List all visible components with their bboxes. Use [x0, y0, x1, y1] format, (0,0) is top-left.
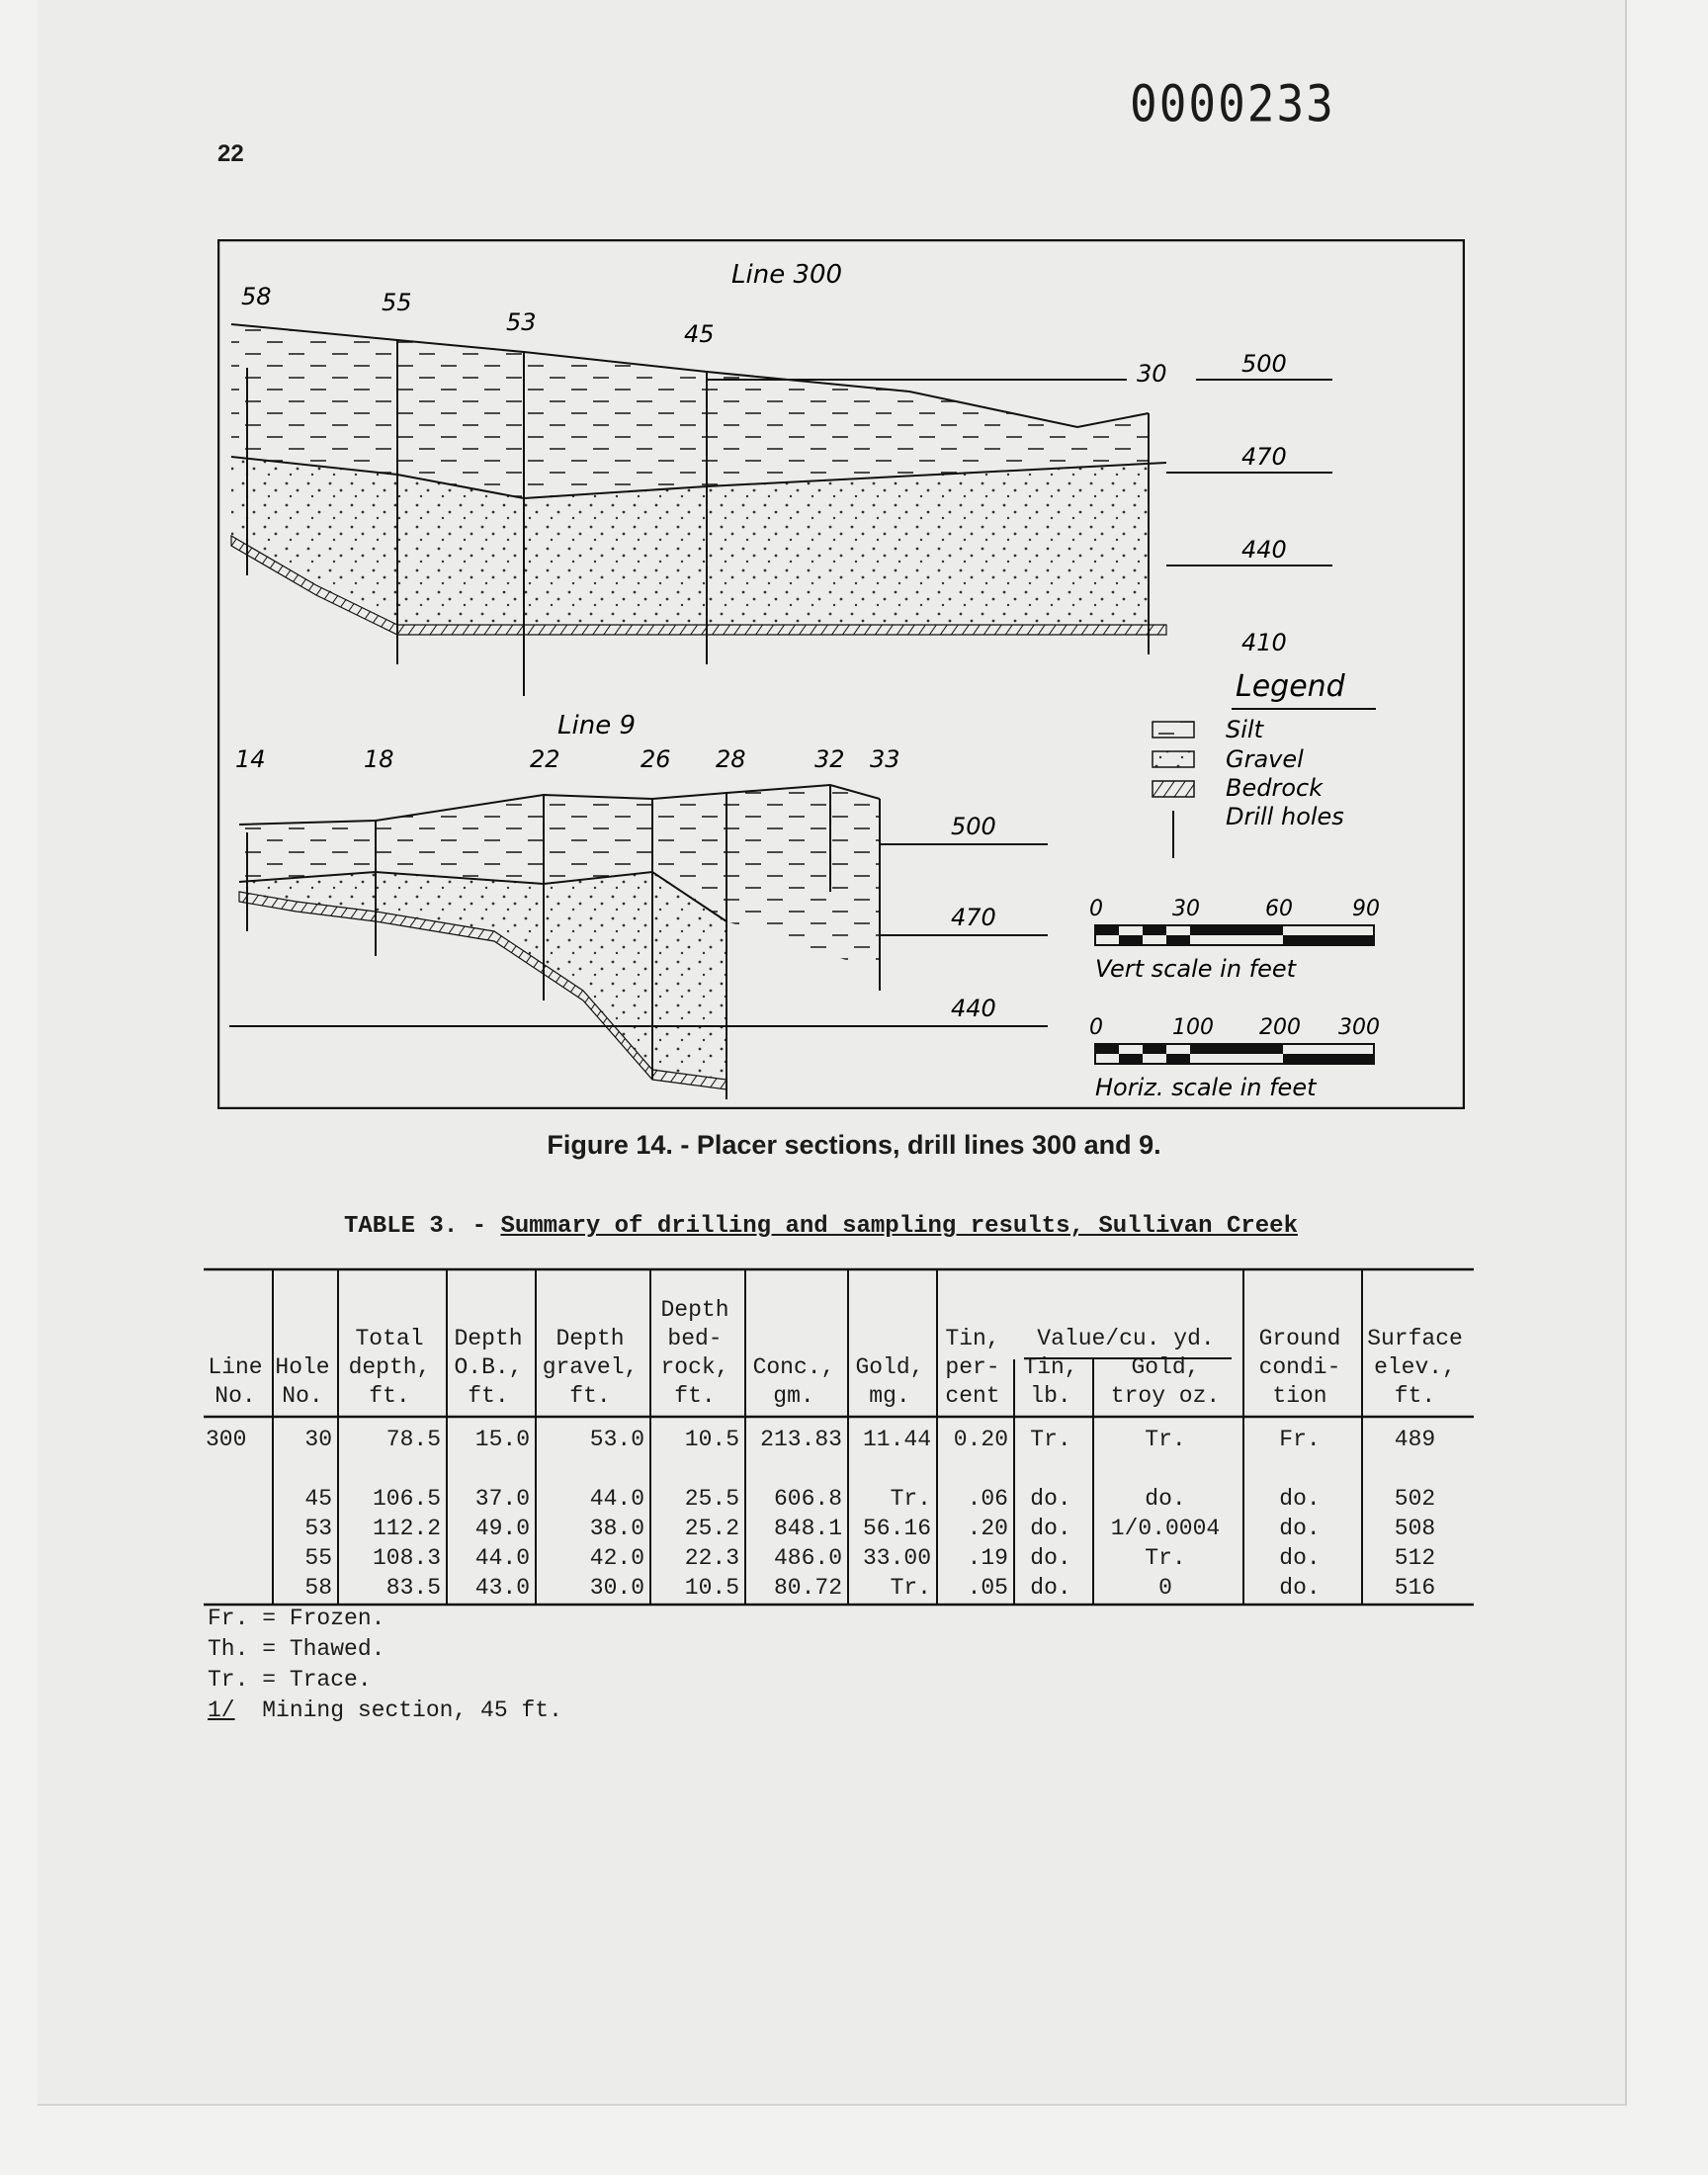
header-bedrock-3: ft. — [674, 1383, 716, 1409]
table-title: TABLE 3. - Summary of drilling and sampling results, Sullivan Creek — [344, 1213, 1298, 1240]
table-cell-hole: 58 — [304, 1575, 332, 1601]
elev-label-470: 470 — [1241, 443, 1287, 471]
legend-bedrock-label: Bedrock — [1226, 774, 1324, 802]
document-stamp: 0000233 — [1130, 74, 1335, 133]
note-trace: Tr. = Trace. — [208, 1667, 372, 1693]
svg-text:100: 100 — [1172, 1015, 1214, 1040]
header-tin_lb-1: lb. — [1030, 1383, 1071, 1409]
header-bedrock-1: bed- — [667, 1326, 723, 1351]
header-ground-0: Ground — [1258, 1326, 1341, 1351]
hole-label-33: 33 — [870, 745, 900, 773]
legend-bedrock-swatch — [1153, 781, 1194, 797]
table-cell-gold_oz: Tr. — [1145, 1545, 1186, 1571]
table-cell-ob: 43.0 — [474, 1575, 530, 1601]
hole-label-14: 14 — [235, 745, 266, 773]
table-cell-total: 108.3 — [372, 1545, 441, 1571]
header-ground-2: tion — [1272, 1383, 1327, 1409]
table-cell-total: 78.5 — [385, 1427, 441, 1452]
header-bedrock-2: rock, — [660, 1354, 729, 1380]
table-cell-ground: do. — [1279, 1486, 1321, 1512]
horizontal-scale-bar — [1089, 1015, 1380, 1101]
table-cell-line: 300 — [206, 1427, 247, 1452]
table-cell-tin: .06 — [967, 1486, 1008, 1512]
table-cell-total: 106.5 — [372, 1486, 441, 1512]
table-cell-hole: 30 — [304, 1427, 332, 1452]
table-cell-ground: do. — [1279, 1575, 1321, 1601]
svg-text:30: 30 — [1172, 897, 1200, 921]
header-gold_oz-1: troy oz. — [1110, 1383, 1221, 1409]
hole-label-28: 28 — [716, 745, 746, 773]
table-cell-gold: 56.16 — [862, 1516, 931, 1541]
table-cell-surface: 502 — [1394, 1486, 1436, 1512]
table-cell-conc: 486.0 — [773, 1545, 842, 1571]
table-cell-conc: 213.83 — [760, 1427, 842, 1452]
line9-elev-470: 470 — [951, 904, 996, 931]
header-ob-2: ft. — [468, 1383, 509, 1409]
hole-label-30: 30 — [1137, 360, 1167, 388]
header-total-2: ft. — [369, 1383, 410, 1409]
header-tin-0: Tin, — [945, 1326, 1000, 1351]
table-cell-tin_lb: Tr. — [1030, 1427, 1071, 1452]
table-cell-gold: 33.00 — [862, 1545, 931, 1571]
table-cell-tin: .05 — [967, 1575, 1008, 1601]
hole-label-22: 22 — [530, 745, 560, 773]
table-cell-ob: 49.0 — [474, 1516, 530, 1541]
header-conc-1: gm. — [773, 1383, 814, 1409]
table-cell-surface: 489 — [1394, 1427, 1436, 1452]
header-surface-0: Surface — [1367, 1326, 1463, 1351]
hole-label-26: 26 — [640, 745, 671, 773]
table-cell-gold_oz: 1/0.0004 — [1110, 1516, 1221, 1541]
elev-label-440: 440 — [1241, 536, 1287, 564]
legend-gravel-swatch — [1153, 751, 1194, 767]
document-page — [38, 0, 1627, 2106]
elev-label-410: 410 — [1241, 629, 1287, 656]
horiz-scale-label: Horiz. scale in feet — [1095, 1074, 1317, 1101]
hole-label-55: 55 — [382, 289, 412, 316]
svg-text:300: 300 — [1338, 1015, 1380, 1040]
hole-label-45: 45 — [684, 320, 715, 348]
header-total-1: depth, — [348, 1354, 431, 1380]
header-bedrock-0: Depth — [660, 1297, 729, 1323]
table-cell-surface: 516 — [1394, 1575, 1436, 1601]
hole-label-18: 18 — [364, 745, 394, 773]
legend-silt-swatch — [1153, 722, 1194, 738]
table-cell-ground: Fr. — [1279, 1427, 1321, 1452]
table-cell-conc: 848.1 — [773, 1516, 842, 1541]
table-cell-ob: 44.0 — [474, 1545, 530, 1571]
header-gold-1: mg. — [869, 1383, 910, 1409]
table-cell-gravel: 44.0 — [589, 1486, 644, 1512]
header-conc-0: Conc., — [752, 1354, 835, 1380]
table-cell-gravel: 38.0 — [589, 1516, 644, 1541]
note-thawed: Th. = Thawed. — [208, 1636, 385, 1662]
vertical-scale-bar — [1089, 897, 1380, 983]
header-line-0: Line — [208, 1354, 263, 1380]
svg-text:90: 90 — [1352, 897, 1380, 921]
table-cell-gold_oz: do. — [1145, 1486, 1186, 1512]
header-total-0: Total — [355, 1326, 424, 1351]
legend-gravel-label: Gravel — [1226, 745, 1304, 773]
header-ob-0: Depth — [454, 1326, 523, 1351]
legend-silt-label: Silt — [1226, 716, 1263, 743]
header-gold-0: Gold, — [855, 1354, 924, 1380]
table-cell-ob: 15.0 — [474, 1427, 530, 1452]
line9-title: Line 9 — [557, 711, 636, 740]
table-cell-hole: 53 — [304, 1516, 332, 1541]
table-cell-hole: 45 — [304, 1486, 332, 1512]
table-cell-surface: 512 — [1394, 1545, 1436, 1571]
header-surface-1: elev., — [1374, 1354, 1456, 1380]
table-cell-gold: 11.44 — [862, 1427, 931, 1452]
svg-text:0: 0 — [1089, 897, 1103, 921]
table-notes — [208, 1604, 562, 1726]
header-gravel-2: ft. — [569, 1383, 611, 1409]
table-cell-gravel: 53.0 — [589, 1427, 644, 1452]
header-gravel-1: gravel, — [542, 1354, 639, 1380]
table-cell-gold: Tr. — [890, 1486, 931, 1512]
table-cell-tin_lb: do. — [1030, 1516, 1071, 1541]
vert-scale-label: Vert scale in feet — [1095, 955, 1297, 983]
line9-elev-500: 500 — [951, 813, 996, 840]
header-value-group: Value/cu. yd. — [1037, 1326, 1215, 1351]
placer-sections-figure — [217, 239, 1465, 1109]
table-cell-tin: 0.20 — [953, 1427, 1008, 1452]
elev-label-500: 500 — [1241, 350, 1287, 378]
header-gold_oz-0: Gold, — [1131, 1354, 1200, 1380]
line9-elev-440: 440 — [951, 995, 996, 1022]
table-cell-surface: 508 — [1394, 1516, 1436, 1541]
table-cell-tin_lb: do. — [1030, 1545, 1071, 1571]
table-cell-gold_oz: 0 — [1158, 1575, 1172, 1601]
svg-text:200: 200 — [1259, 1015, 1301, 1040]
table-cell-gold: Tr. — [890, 1575, 931, 1601]
legend-drillholes-label: Drill holes — [1226, 803, 1344, 830]
table-cell-tin_lb: do. — [1030, 1575, 1071, 1601]
header-ground-1: condi- — [1258, 1354, 1341, 1380]
table-cell-ground: do. — [1279, 1545, 1321, 1571]
line300-title: Line 300 — [731, 260, 843, 290]
note-mining-section: 1/ Mining section, 45 ft. — [208, 1697, 562, 1723]
header-gravel-0: Depth — [555, 1326, 625, 1351]
header-ob-1: O.B., — [454, 1354, 523, 1380]
header-line-1: No. — [214, 1383, 256, 1409]
hole-label-32: 32 — [814, 745, 845, 773]
svg-text:0: 0 — [1089, 1015, 1103, 1040]
table-cell-bedrock: 22.3 — [684, 1545, 739, 1571]
table-cell-bedrock: 10.5 — [684, 1575, 739, 1601]
page-number: 22 — [217, 140, 244, 167]
table-cell-bedrock: 25.2 — [684, 1516, 739, 1541]
table-cell-bedrock: 10.5 — [684, 1427, 739, 1452]
header-hole-1: No. — [282, 1383, 323, 1409]
hole-label-53: 53 — [506, 308, 537, 336]
table-cell-gravel: 42.0 — [589, 1545, 644, 1571]
hole-label-58: 58 — [241, 283, 272, 310]
legend-title: Legend — [1236, 669, 1345, 704]
table-cell-tin: .19 — [967, 1545, 1008, 1571]
table-cell-gold_oz: Tr. — [1145, 1427, 1186, 1452]
results-table — [204, 1265, 1474, 1611]
table-cell-tin_lb: do. — [1030, 1486, 1071, 1512]
table-cell-gravel: 30.0 — [589, 1575, 644, 1601]
table-cell-ob: 37.0 — [474, 1486, 530, 1512]
note-frozen: Fr. = Frozen. — [208, 1606, 385, 1631]
header-tin_lb-0: Tin, — [1023, 1354, 1078, 1380]
table-cell-ground: do. — [1279, 1516, 1321, 1541]
table-cell-total: 83.5 — [385, 1575, 441, 1601]
svg-text:60: 60 — [1265, 897, 1293, 921]
cross-section-drawing — [217, 239, 1465, 1109]
table-cell-bedrock: 25.5 — [684, 1486, 739, 1512]
header-tin-2: cent — [945, 1383, 1000, 1409]
figure-caption: Figure 14. - Placer sections, drill lines 300 and 9. — [547, 1130, 1161, 1160]
header-surface-2: ft. — [1394, 1383, 1436, 1409]
table-cell-conc: 80.72 — [773, 1575, 842, 1601]
table-cell-tin: .20 — [967, 1516, 1008, 1541]
header-tin-1: per- — [945, 1354, 1000, 1380]
table-cell-conc: 606.8 — [773, 1486, 842, 1512]
table-cell-total: 112.2 — [372, 1516, 441, 1541]
table-cell-hole: 55 — [304, 1545, 332, 1571]
header-hole-0: Hole — [275, 1354, 330, 1380]
